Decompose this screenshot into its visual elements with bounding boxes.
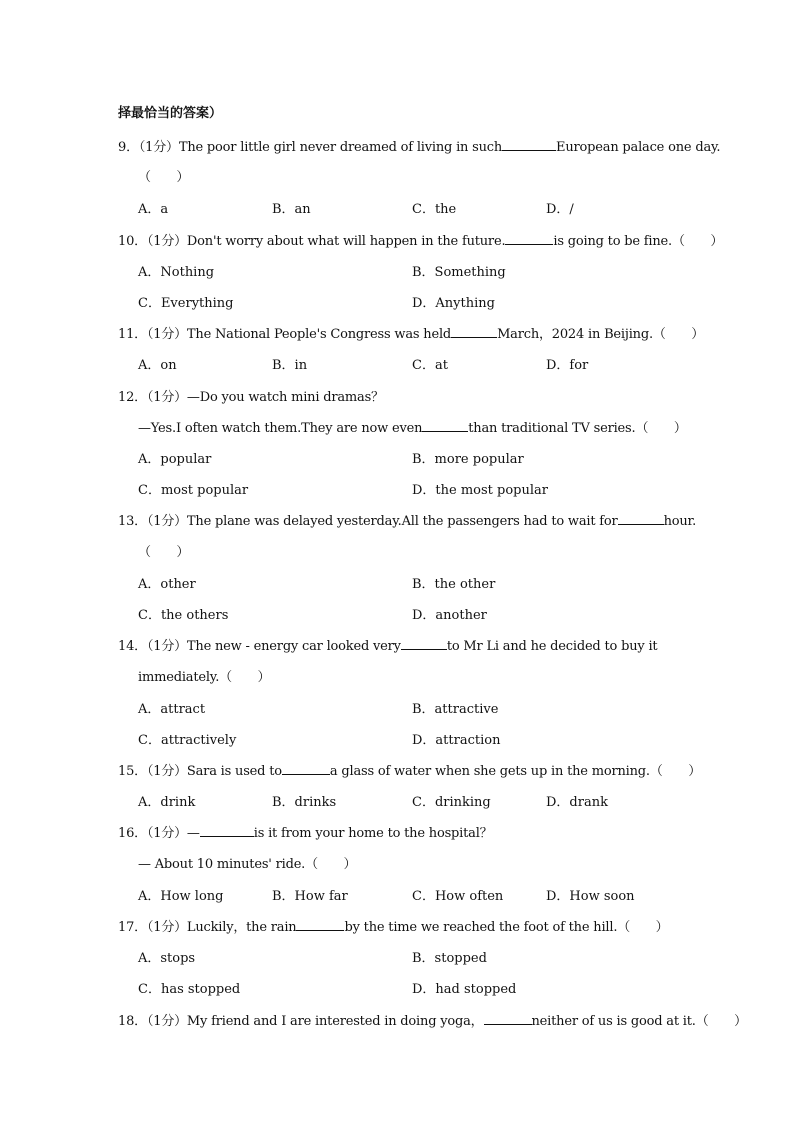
question-12-reply: —Yes.I often watch them.They are now even than traditional TV series.（ ） xyxy=(138,421,687,436)
question-14-continued: immediately.（ ） xyxy=(138,670,271,685)
option-d: D．/ xyxy=(546,202,574,217)
answer-blank xyxy=(618,512,664,525)
option-d: D．another xyxy=(412,608,487,623)
question-16: 16．（1分）— is it from your home to the hospital？ xyxy=(118,826,493,841)
answer-blank xyxy=(282,762,330,775)
section-heading: 择最恰当的答案） xyxy=(118,106,223,121)
option-c: C．Everything xyxy=(138,296,234,311)
option-c: C．most popular xyxy=(138,483,249,498)
option-c: C．drinking xyxy=(412,795,491,810)
option-a: A．Nothing xyxy=(138,265,215,280)
answer-blank xyxy=(502,138,556,151)
answer-blank xyxy=(484,1012,532,1025)
question-13-bracket: （ ） xyxy=(138,545,190,560)
option-b: B．How far xyxy=(272,889,348,904)
answer-blank xyxy=(451,325,497,338)
option-a: A．attract xyxy=(138,702,206,717)
option-c: C．has stopped xyxy=(138,982,241,997)
option-d: D．drank xyxy=(546,795,608,810)
answer-blank xyxy=(401,637,447,650)
question-11: 11．（1分）The National People's Congress was held March，2024 in Beijing.（ ） xyxy=(118,327,705,342)
question-15: 15．（1分）Sara is used to a glass of water when she gets up in the morning.（ ） xyxy=(118,764,702,779)
option-c: C．at xyxy=(412,358,448,373)
question-9: 9．（1分）The poor little girl never dreamed of living in such European palace one day. xyxy=(118,140,721,155)
option-d: D．the most popular xyxy=(412,483,548,498)
question-18: 18．（1分）My friend and I are interested in doing yoga， neither of us is good at it.（ ） xyxy=(118,1014,747,1029)
option-c: C．How often xyxy=(412,889,504,904)
option-a: A．stops xyxy=(138,951,196,966)
question-14: 14．（1分）The new - energy car looked very to Mr Li and he decided to buy it xyxy=(118,639,658,654)
option-d: D．for xyxy=(546,358,589,373)
option-a: A．popular xyxy=(138,452,212,467)
question-9-bracket: （ ） xyxy=(138,170,190,185)
option-c: C．the others xyxy=(138,608,229,623)
option-b: B．attractive xyxy=(412,702,499,717)
question-17: 17．（1分）Luckily，the rain by the time we reached the foot of the hill.（ ） xyxy=(118,920,669,935)
option-d: D．attraction xyxy=(412,733,501,748)
option-b: B．an xyxy=(272,202,311,217)
option-c: C．the xyxy=(412,202,457,217)
option-b: B．stopped xyxy=(412,951,487,966)
option-d: D．How soon xyxy=(546,889,635,904)
question-10: 10．（1分）Don't worry about what will happen in the future. is going to be fine.（ ） xyxy=(118,234,724,249)
question-12: 12．（1分）—Do you watch mini dramas？ xyxy=(118,390,384,405)
option-b: B．drinks xyxy=(272,795,337,810)
option-c: C．attractively xyxy=(138,733,237,748)
answer-blank xyxy=(296,918,344,931)
option-a: A．How long xyxy=(138,889,224,904)
answer-blank xyxy=(505,232,553,245)
answer-blank xyxy=(200,824,254,837)
option-a: A．drink xyxy=(138,795,196,810)
option-b: B．in xyxy=(272,358,308,373)
option-d: D．Anything xyxy=(412,296,495,311)
option-a: A．other xyxy=(138,577,196,592)
question-16-reply: — About 10 minutes' ride.（ ） xyxy=(138,857,357,872)
option-a: A．on xyxy=(138,358,177,373)
option-d: D．had stopped xyxy=(412,982,517,997)
question-13: 13．（1分）The plane was delayed yesterday.All the passengers had to wait for hour. xyxy=(118,514,697,529)
answer-blank xyxy=(422,419,468,432)
option-b: B．the other xyxy=(412,577,496,592)
option-a: A．a xyxy=(138,202,169,217)
option-b: B．more popular xyxy=(412,452,524,467)
option-b: B．Something xyxy=(412,265,506,280)
